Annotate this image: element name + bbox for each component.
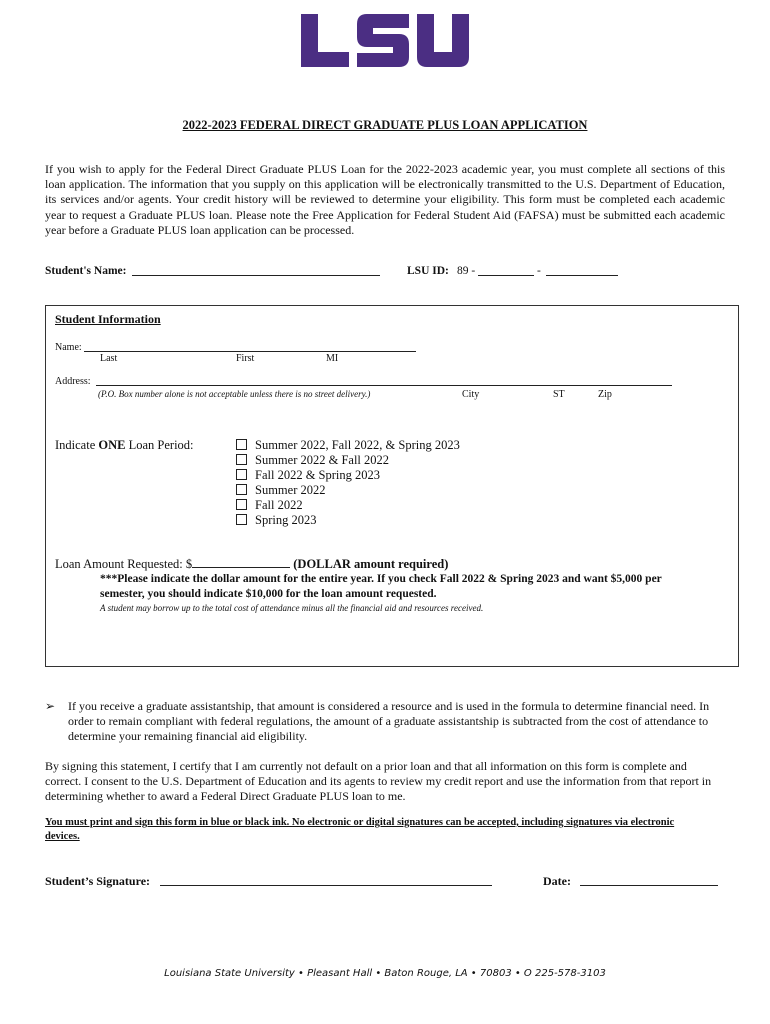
ink-notice: You must print and sign this form in blue or black ink. No electronic or digital signatures can be accepted, including signatures via electronic devices. — [45, 817, 675, 842]
arrow-bullet-icon: ➢ — [45, 699, 56, 713]
address-sub-st: ST — [553, 389, 565, 400]
checkbox-icon[interactable] — [236, 439, 247, 450]
loan-amount-label: Loan Amount Requested: $ — [55, 557, 193, 571]
lsu-id-sep: - — [537, 265, 541, 277]
lsu-id-prefix: 89 - — [457, 265, 476, 277]
checkbox-icon[interactable] — [236, 514, 247, 525]
loan-amount-row — [55, 557, 448, 572]
signature-field[interactable] — [160, 874, 492, 886]
checkbox-icon[interactable] — [236, 484, 247, 495]
name-sub-mi: MI — [326, 353, 339, 364]
loan-amount-required: (DOLLAR amount required) — [293, 557, 449, 571]
loan-amount-note-2: semester, you should indicate $10,000 for the loan amount requested. — [100, 588, 437, 600]
signature-label: Student’s Signature: — [45, 874, 151, 888]
date-field[interactable] — [580, 874, 718, 886]
lsu-id-field-1[interactable] — [478, 264, 534, 276]
name-sub-last: Last — [100, 353, 118, 364]
name-field[interactable] — [84, 341, 416, 352]
lsu-logo — [301, 14, 469, 67]
period-option[interactable]: Fall 2022 — [236, 498, 460, 513]
address-sub-city: City — [462, 389, 480, 400]
address-label: Address: — [55, 376, 91, 387]
loan-amount-field[interactable] — [192, 557, 290, 568]
address-note: (P.O. Box number alone is not acceptable unless there is no street delivery.) — [98, 389, 371, 399]
address-sub-zip: Zip — [598, 389, 612, 400]
loan-period-options — [236, 438, 460, 528]
form-title: 2022-2023 FEDERAL DIRECT GRADUATE PLUS LOAN APPLICATION — [182, 118, 588, 132]
lsu-id-label: LSU ID: — [407, 265, 449, 277]
period-option[interactable]: Fall 2022 & Spring 2023 — [236, 468, 460, 483]
period-option[interactable]: Summer 2022 — [236, 483, 460, 498]
student-name-label: Student's Name: — [45, 265, 127, 277]
checkbox-icon[interactable] — [236, 454, 247, 465]
period-option[interactable]: Spring 2023 — [236, 513, 460, 528]
assistantship-note: If you receive a graduate assistantship, that amount is considered a resource and is used in the formula to determine financial need. In order to remain compliant with federal regulations, the amount of a graduate assistantship is subtracted from the cost of attendance to determine your remaining financial aid eligibility. — [68, 699, 710, 744]
intro-paragraph: If you wish to apply for the Federal Direct Graduate PLUS Loan for the 2022-2023 academic year, you must complete all sections of this loan application. The information that you supply on this application will be electronically transmitted to the U.S. Department of Education, its services and/or agents. Your credit history will be reviewed to determine your eligibility. This form must be completed each academic year to request a Graduate PLUS loan. Please note the Free Application for Federal Student Aid (FAFSA) must be submitted each academic year before a Graduate PLUS loan application can be processed. — [45, 162, 725, 237]
loan-amount-note-1: ***Please indicate the dollar amount for the entire year. If you check Fall 2022 & Spring 2023 and want $5,000 per — [100, 573, 662, 585]
period-option[interactable]: Summer 2022 & Fall 2022 — [236, 453, 460, 468]
loan-amount-fine-print: A student may borrow up to the total cost of attendance minus all the financial aid and resources received. — [100, 603, 484, 613]
name-sub-first: First — [236, 353, 255, 364]
lsu-id-field-2[interactable] — [546, 264, 618, 276]
period-option[interactable]: Summer 2022, Fall 2022, & Spring 2023 — [236, 438, 460, 453]
footer-address: Louisiana State University • Pleasant Hall • Baton Rouge, LA • 70803 • O 225-578-3103 — [164, 968, 606, 979]
name-label: Name: — [55, 342, 82, 353]
date-label: Date: — [543, 874, 571, 888]
checkbox-icon[interactable] — [236, 499, 247, 510]
checkbox-icon[interactable] — [236, 469, 247, 480]
student-info-heading: Student Information — [55, 312, 161, 326]
certification-paragraph: By signing this statement, I certify that I am currently not default on a prior loan and that all information on this form is complete and correct. I consent to the U.S. Department of Education and its agents to review my credit report and use the information from that report in determining whether to award a Federal Direct Graduate PLUS loan to me. — [45, 759, 712, 804]
address-field[interactable] — [96, 375, 672, 386]
loan-period-label: Indicate ONE Loan Period: — [55, 438, 194, 452]
student-name-field[interactable] — [132, 264, 380, 276]
